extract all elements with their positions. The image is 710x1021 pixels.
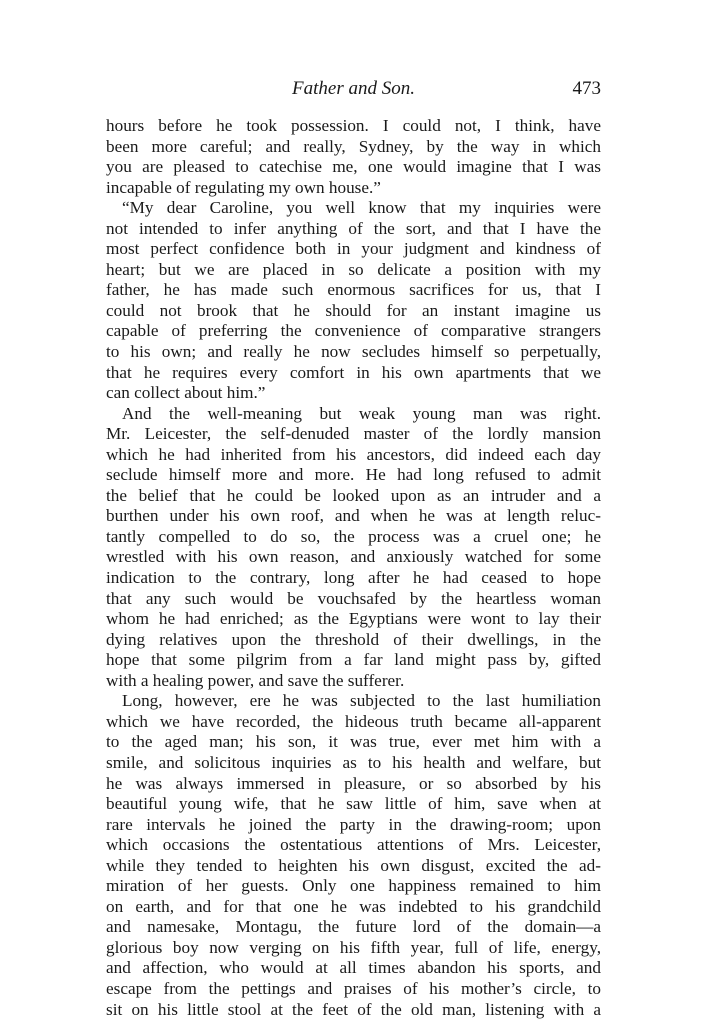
text-line: dying relatives upon the threshold of their dwellings, in the [106, 629, 601, 649]
text-line: tantly compelled to do so, the process was a cruel one; he [106, 526, 601, 546]
text-line: capable of preferring the convenience of comparative strangers [106, 321, 601, 341]
text-line: burthen under his own roof, and when he was at length reluc- [106, 506, 601, 526]
text-line: glorious boy now verging on his fifth year, full of life, energy, [106, 937, 601, 957]
text-line: smile, and solicitous inquiries as to his health and welfare, but [106, 752, 601, 772]
text-line: the belief that he could be looked upon as an intruder and a [106, 485, 601, 505]
page-number: 473 [572, 78, 601, 99]
text-line: whom he had enriched; as the Egyptians were wont to lay their [106, 609, 601, 629]
text-line: which he had inherited from his ancestors, did indeed each day [106, 444, 601, 464]
running-title: Father and Son. [292, 78, 415, 99]
text-line: rare intervals he joined the party in the drawing-room; upon [106, 814, 601, 834]
text-line: hours before he took possession. I could not, I think, have [106, 116, 601, 135]
text-line: can collect about him.” [106, 383, 266, 403]
text-line: indication to the contrary, long after he had ceased to hope [106, 568, 601, 588]
text-line: he was always immersed in pleasure, or so absorbed by his [106, 773, 601, 793]
text-line: you are pleased to catechise me, one would imagine that I was [106, 157, 601, 177]
text-line: could not brook that he should for an instant imagine us [106, 300, 601, 320]
text-line: miration of her guests. Only one happiness remained to him [106, 876, 601, 896]
text-line: seclude himself more and more. He had long refused to admit [106, 465, 601, 485]
text-line: that he requires every comfort in his own apartments that we [106, 362, 601, 382]
text-line: with a healing power, and save the sufferer. [106, 670, 405, 690]
text-line: escape from the pettings and praises of his mother’s circle, to [106, 978, 601, 998]
page-header [106, 78, 601, 104]
text-line: heart; but we are placed in so delicate a position with my [106, 259, 601, 279]
text-line: while they tended to heighten his own disgust, excited the ad- [106, 855, 601, 875]
text-line: father, he has made such enormous sacrifices for us, that I [106, 280, 601, 300]
text-line: And the well-meaning but weak young man was right. [122, 403, 601, 423]
text-line: not intended to infer anything of the sort, and that I have the [106, 218, 601, 238]
text-line: incapable of regulating my own house.” [106, 177, 381, 197]
text-line: beautiful young wife, that he saw little of him, save when at [106, 794, 601, 814]
text-line: Long, however, ere he was subjected to the last humiliation [122, 691, 601, 711]
text-line: sit on his little stool at the feet of the old man, listening with a [106, 999, 601, 1019]
text-line: hope that some pilgrim from a far land might pass by, gifted [106, 650, 601, 670]
text-line: and affection, who would at all times abandon his sports, and [106, 958, 601, 978]
text-line: on earth, and for that one he was indebted to his grandchild [106, 896, 601, 916]
text-line: been more careful; and really, Sydney, by the way in which [106, 136, 601, 156]
text-line: Mr. Leicester, the self-denuded master of the lordly mansion [106, 424, 601, 444]
text-line: to his own; and really he now secludes himself so perpetually, [106, 342, 601, 362]
text-line: most perfect confidence both in your judgment and kindness of [106, 239, 601, 259]
text-line: which occasions the ostentatious attentions of Mrs. Leicester, [106, 835, 601, 855]
text-line: which we have recorded, the hideous truth became all-apparent [106, 711, 601, 731]
text-line: to the aged man; his son, it was true, ever met him with a [106, 732, 601, 752]
text-line: wrestled with his own reason, and anxiously watched for some [106, 547, 601, 567]
text-line: “My dear Caroline, you well know that my inquiries were [122, 198, 601, 218]
body-text [106, 116, 601, 1020]
text-line: and namesake, Montagu, the future lord of the domain—a [106, 917, 601, 937]
text-line: that any such would be vouchsafed by the heartless woman [106, 588, 601, 608]
